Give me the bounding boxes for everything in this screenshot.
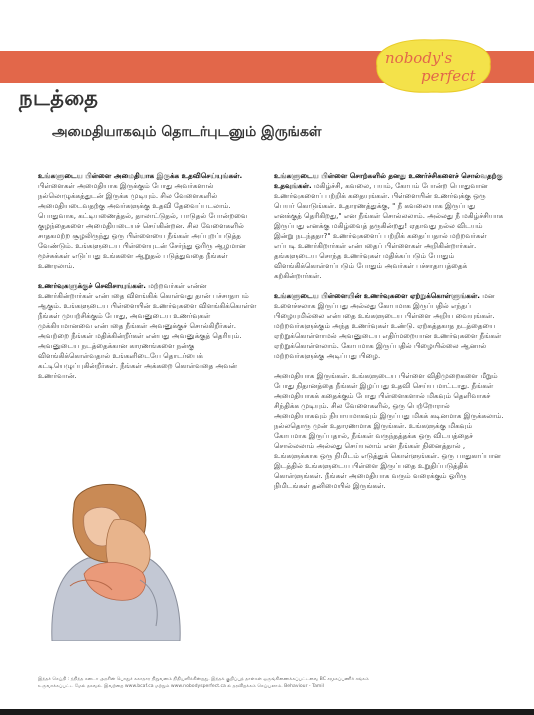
paragraph-body: மன உளைச்சலாக இருப்பது அல்லது கோபமாக இருப்பதில் எந்தப் பிழையுமில்லை என்பதை உங்களுடைய பிள்ளை அறிய வையுங்கள். மற்றவர்களுக்கும் அந்த உணர்வுகள் உண்டு. ஏற்கத்தகாத நடத்தையை ஏற்றுக்கொள்ளாமல் அவனுடைய எதிர்மறையான உணர்வுகளை நீங்கள் ஏற்றுக்கொள்ளலாம். கோபமாக இருப்பதில் பிழையில்லை ஆனால் மற்றவர்களுக்கு அடிப்பது பிழை. <box>274 291 502 360</box>
paragraph-heading: உணர்வுகளுக்குச் செவிசாயுங்கள். <box>38 281 146 290</box>
paragraph-accept-feelings <box>274 291 504 361</box>
page-subtitle: அமைதியாகவும் தொடர்புடனும் இருங்கள் <box>52 124 322 140</box>
left-column <box>38 171 263 391</box>
paragraph-body: மகிழ்ச்சி, கவலை, பயம், கோபம் போன்ற பொதுவான உணர்வுகளைப் பற்றிக் கதையுங்கள். பிள்ளையின் உணர்வுக்கு ஒரு பெயர் கொடுங்கள். உதாரணத்துக்கு, " நீ கவலையாக இருப்பது எனக்குத் தெரிகிறது," என நீங்கள் சொல்லலாம். அல்லது நீ மகிழ்ச்சியாக இருப்பது எனக்கு மகிழ்வைத் தருகின்றது! ஏதாவது நல்ல விடயம் இன்று நடந்ததா?" உணர்வுகளைப் பற்றிக் கதைப்பதால் மற்றவர்கள் எப்படி உணர்கிறார்கள் என்பதைப் பிள்ளைகள் அறிகின்றார்கள். தங்களுடைய சொந்த உணர்வுகள் மதிக்கப்படும் போதும் விளங்கிக்கொள்ளப்படும் போதும் அவர்கள் பச்சாதாபத்தைக் கற்கின்றார்கள். <box>274 181 504 280</box>
hug-illustration <box>44 476 186 641</box>
paragraph-body: பிள்ளைகள் அமைதியாக இருக்கும் போது அவர்களால் நல்லொழுக்கத்துடன் இருக்க முடியும். சில வேளைகளில் அமைதியடைவதற்கு அவர்களுக்கு உதவி தேவைப்படலாம். பொதுவாக, கட்டியணைத்தல், தாலாட்டுதல், பாடுதல் போன்றவை குழந்தைகளை அமைதியடையச் செய்கின்றன. சில வேளைகளில் சாதகமற்ற சூழலிருந்து ஒரு பிள்ளையை நீங்கள் அப்புறப்படுத்த வேண்டும். உங்களுடைய பிள்ளையுடன் சேர்ந்து ஓரிரு ஆழமான மூச்சுக்கள் எடுப்பது உங்களை ஆறுதல் படுத்துவதை நீங்கள் உணரலாம். <box>38 181 248 270</box>
paragraph-stay-calm <box>274 371 504 491</box>
footer-line: உருவாக்கப்பட்ட மேல் தகவல். இவற்றை www.bcaf.ca மற்றும் www.nobodysperfect.ca ல் தரவிறக்கம் செய்யலாம். Behaviour - Tamil <box>38 684 324 689</box>
paragraph-calm-help <box>38 171 263 271</box>
bottom-bar <box>0 709 534 715</box>
paragraph-heading: உங்களுடைய பிள்ளை அமைதியாக இருக்க உதவிசெய்யுங்கள். <box>38 171 243 180</box>
paragraph-heading: உங்களுடைய பிள்ளையின் உணர்வுகளை ஏற்றுக்கொள்ளுங்கள். <box>274 291 480 300</box>
paragraph-heading: உங்களுடைய பிள்ளை சொற்களில் தனது உணர்ச்சிகளைச் சொல்வதற்கு உதவுங்கள். <box>274 171 503 190</box>
logo-line-1: nobody's <box>385 49 453 67</box>
paragraph-name-feelings <box>274 171 504 281</box>
right-column <box>274 171 504 501</box>
logo-line-2: perfect <box>421 67 476 85</box>
nobodys-perfect-logo <box>371 36 495 96</box>
paragraph-body: மற்றவர்கள் என்ன உணர்கின்றார்கள் என்பதை விளங்கிக் கொள்வது தான் பச்சாதாபம் ஆகும். உங்களுடைய பிள்ளையின் உணர்வுகளை விளங்கிக்கொள்ள நீங்கள் முயற்சிக்கும் போது, அவனுடைய உணர்வுகள் முக்கியமானவை என்பதை நீங்கள் அவனுக்குச் சொல்கிறீர்கள். அவற்றை நீங்கள் மதிக்கின்றீர்கள் என்பது அவனுக்குத் தெரியும். அவனுடைய நடத்தைக்கான காரணங்களை நன்கு விளங்கிக்கொள்வதால் உங்களிடையே தொடர்பைக் கட்டியெழுப்புகின்றீர்கள். நீங்கள் அக்கறை கொள்வதை அவன் உணர்வான். <box>38 281 257 380</box>
footer-line: இந்தச் செய்தி : ந்நிந்த கனடா அரசின் பொதுச் சுகாதார நிறுவனம் நிதியளிக்கின்றது. இந்தக் குறிப்புத் தாள்கள் ஒருங்கிணைக்கப்பட்டவை BC சமூகப்பணிச் சங்கம் <box>38 677 369 682</box>
page-title: நடத்தை <box>19 86 99 110</box>
paragraph-listen-feelings <box>38 281 263 381</box>
paragraph-body: அமைதியாக இருங்கள். உங்களுடைய பிள்ளை விதிமுறைகளை மீறும் போது நிதானத்தை நீங்கள் இழப்பது உதவி செய்ய மாட்டாது. நீங்கள் அமைதியாகக் கதைக்கும் போது பிள்ளைகளால் மிகவும் தெளிவாகச் சிந்திக்க முடியும். சில வேளைகளில், ஒரு பெற்றோரால் அமைதியாகவும் நியாயமாகவும் இருப்பது மிகக் கடினமாக இருக்கலாம். நல்லதொரு முன் உதாரணமாக இருங்கள். உங்களுக்கு மிகவும் கோபமாக இருப்பதால், நீங்கள் வருந்தத்தக்க ஒரு விடயத்தைச் சொல்லலாம் அல்லது செய்யலாம் என நீங்கள் நினைத்தால் , உங்களுக்காக ஒரு நிமிடம் எடுத்துக் கொள்ளுங்கள். ஒரு பாதுகாப்பான இடத்தில் உங்களுடைய பிள்ளை இருப்பதை உறுதிப்படுத்திக் கொள்ளுங்கள். நீங்கள் அமைதியாக வரும் வரைக்கும் ஓரிரு நிமிடங்கள் தனிமையில் இருங்கள். <box>274 371 504 490</box>
footer-credits <box>38 676 508 690</box>
